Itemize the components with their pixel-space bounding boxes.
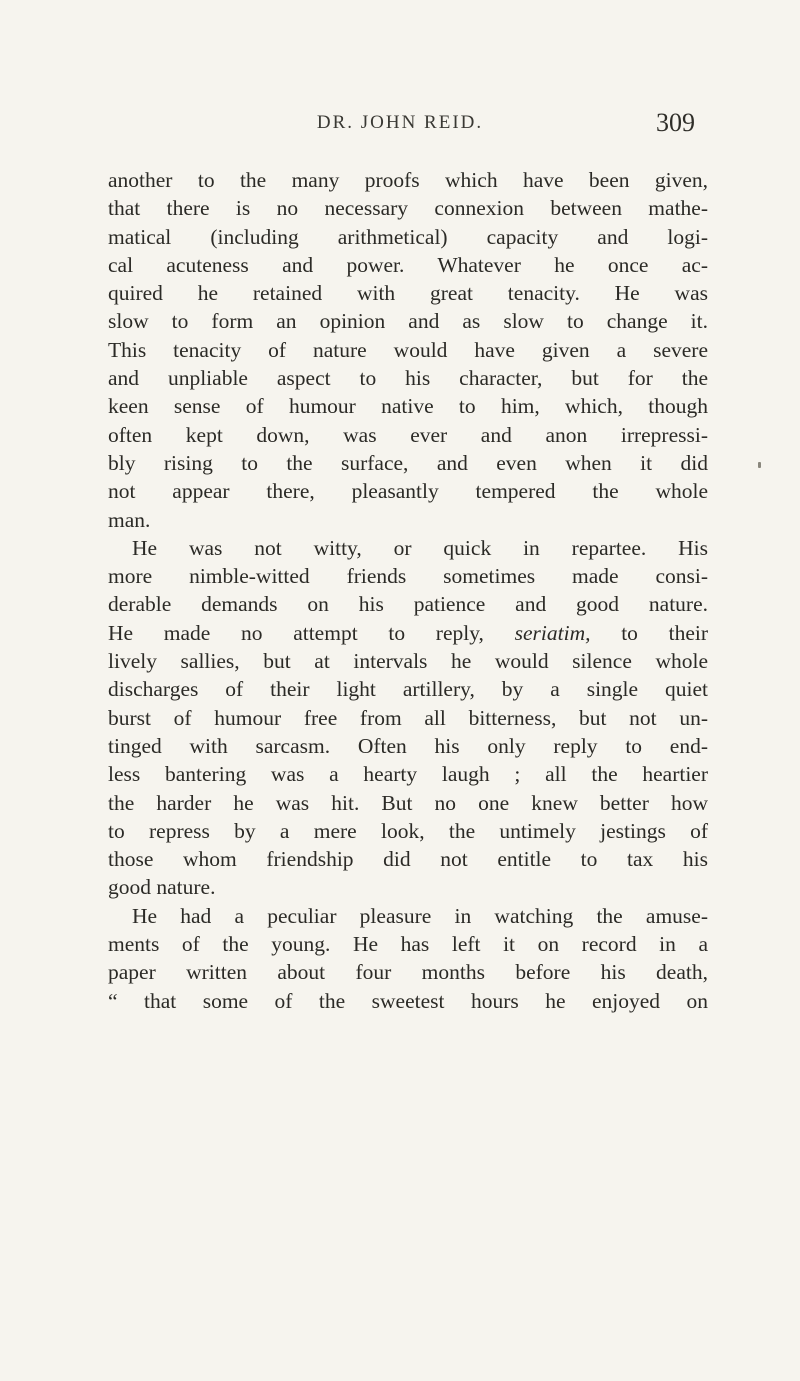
text-line-with-italic: [108, 619, 708, 647]
paragraph: [108, 534, 708, 902]
text-line: He had a peculiar pleasure in watching the amuse-: [132, 903, 708, 928]
text-line: This tenacity of nature would have given a severe: [108, 337, 708, 362]
text-line: matical (including arithmetical) capacity and logi-: [108, 224, 708, 249]
text-line: more nimble-witted friends sometimes made consi-: [108, 564, 708, 589]
ink-speck: [758, 462, 761, 468]
text-line: He was not witty, or quick in repartee. His: [132, 535, 708, 560]
text-line: paper written about four months before his death,: [108, 960, 708, 985]
text-line: another to the many proofs which have been given,: [108, 168, 708, 192]
text-line: and unpliable aspect to his character, but for the: [108, 366, 708, 391]
text-segment: He made no attempt to reply,: [108, 620, 484, 645]
text-line: man.: [108, 507, 151, 532]
text-line: those whom friendship did not entitle to tax his: [108, 847, 708, 872]
body-text: [108, 166, 708, 1015]
text-line: tinged with sarcasm. Often his only reply to end-: [108, 733, 708, 758]
text-line: lively sallies, but at intervals he would silence whole: [108, 649, 708, 674]
text-line: less bantering was a hearty laugh ; all the heartier: [108, 762, 708, 787]
text-line: ments of the young. He has left it on record in a: [108, 932, 708, 957]
text-line: slow to form an opinion and as slow to change it.: [108, 309, 708, 334]
text-line: discharges of their light artillery, by a single quiet: [108, 677, 708, 702]
page-number: 309: [656, 108, 695, 137]
text-line: to repress by a mere look, the untimely jestings of: [108, 818, 708, 843]
text-line: derable demands on his patience and good nature.: [108, 592, 708, 617]
text-line: keen sense of humour native to him, which, though: [108, 394, 708, 419]
paragraph: [108, 166, 708, 534]
text-line: bly rising to the surface, and even when it did: [108, 450, 708, 475]
text-line: good nature.: [108, 875, 216, 900]
text-line: quired he retained with great tenacity. He was: [108, 281, 708, 306]
text-line: “ that some of the sweetest hours he enjoyed on: [108, 988, 708, 1013]
text-line: the harder he was hit. But no one knew better how: [108, 790, 708, 815]
page-header: [0, 108, 800, 148]
text-segment: to their: [621, 620, 709, 645]
text-line: not appear there, pleasantly tempered the whole: [108, 479, 708, 504]
text-line: that there is no necessary connexion between mathe-: [108, 196, 708, 221]
text-line: burst of humour free from all bitterness, but not un-: [108, 705, 708, 730]
text-line: cal acuteness and power. Whatever he once ac-: [108, 252, 708, 277]
running-head: DR. JOHN REID.: [316, 112, 484, 133]
text-line: often kept down, was ever and anon irrepressi-: [108, 422, 708, 447]
paragraph: [108, 902, 708, 1015]
italic-word: seriatim,: [514, 620, 591, 645]
